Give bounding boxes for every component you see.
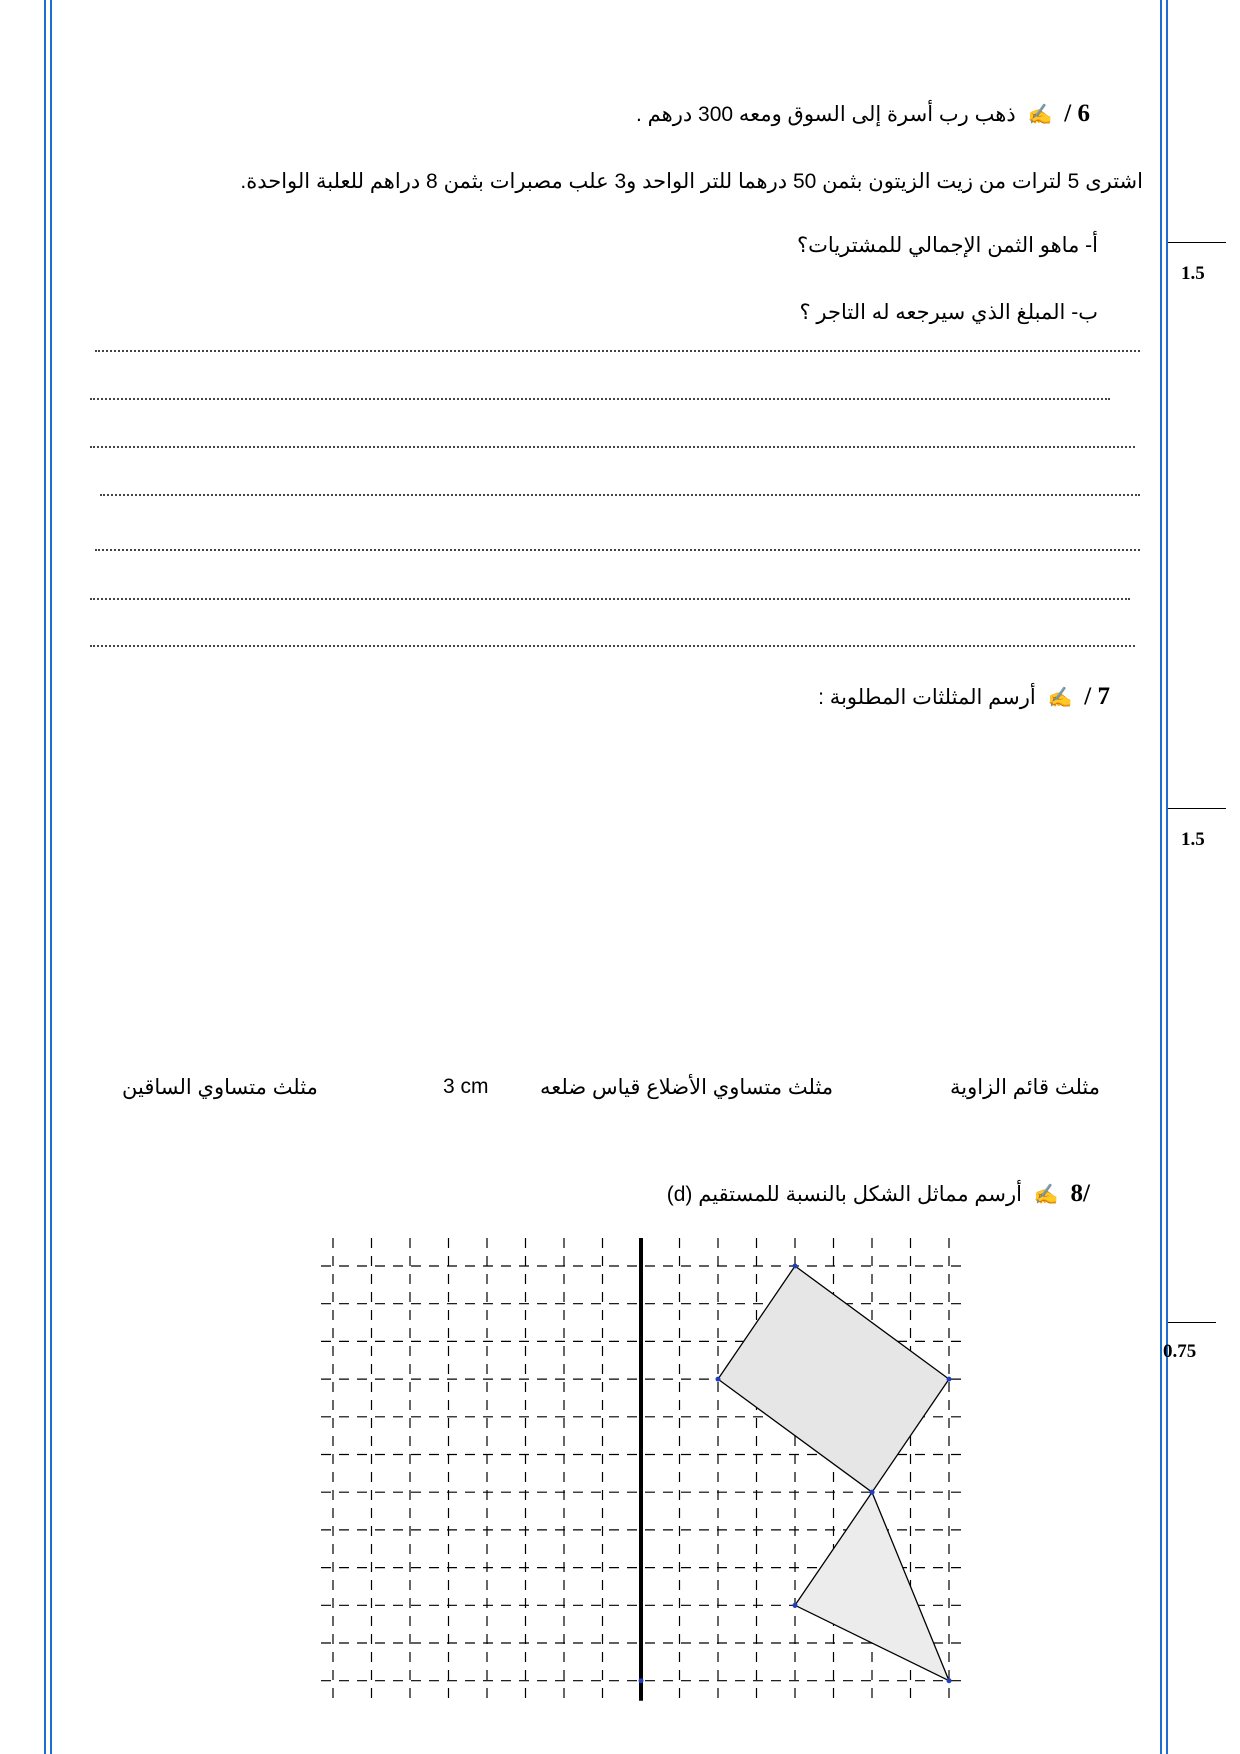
vertex-point bbox=[947, 1377, 952, 1382]
writing-hand-icon: ✍ bbox=[1027, 104, 1053, 126]
vertex-point bbox=[639, 1678, 644, 1683]
vertex-point bbox=[870, 1490, 875, 1495]
q7-mark: 1.5 bbox=[1181, 829, 1205, 850]
q7-text: أرسم المثلثات المطلوبة : bbox=[818, 686, 1036, 709]
label-equilateral-triangle: مثلث متساوي الأضلاع قياس ضلعه bbox=[540, 1076, 834, 1099]
q8-number: /8 bbox=[1070, 1180, 1090, 1207]
vertex-point bbox=[947, 1678, 952, 1683]
q6-mark: 1.5 bbox=[1181, 263, 1205, 284]
vertex-point bbox=[793, 1603, 798, 1608]
label-isosceles-triangle: مثلث متساوي الساقين bbox=[122, 1076, 318, 1099]
q6-part-b: ب- المبلغ الذي سيرجعه له التاجر ؟ bbox=[799, 301, 1098, 324]
q6-number: 6 / bbox=[1064, 100, 1090, 127]
label-right-triangle: مثلث قائم الزاوية bbox=[950, 1076, 1100, 1099]
vertex-point bbox=[793, 1264, 798, 1269]
line-d-label: (d) bbox=[666, 1183, 693, 1206]
q8-text: أرسم مماثل الشكل بالنسبة للمستقيم bbox=[698, 1183, 1022, 1206]
label-equilateral-measure: 3 cm bbox=[443, 1075, 489, 1098]
vertex-point bbox=[716, 1377, 721, 1382]
q6-line2: اشترى 5 لترات من زيت الزيتون بثمن 50 درهما للتر الواحد و3 علب مصبرات بثمن 8 دراهم للعلبة الواحدة. bbox=[240, 170, 1143, 193]
q6-intro: ذهب رب أسرة إلى السوق ومعه 300 درهم . bbox=[636, 103, 1016, 126]
writing-hand-icon: ✍ bbox=[1047, 687, 1073, 709]
q6-part-a: أ- ماهو الثمن الإجمالي للمشتريات؟ bbox=[797, 234, 1098, 257]
writing-hand-icon: ✍ bbox=[1033, 1184, 1059, 1206]
quadrilateral-shape bbox=[718, 1266, 949, 1492]
q7-number: 7 / bbox=[1084, 683, 1110, 710]
q8-mark: 0.75 bbox=[1163, 1341, 1197, 1362]
